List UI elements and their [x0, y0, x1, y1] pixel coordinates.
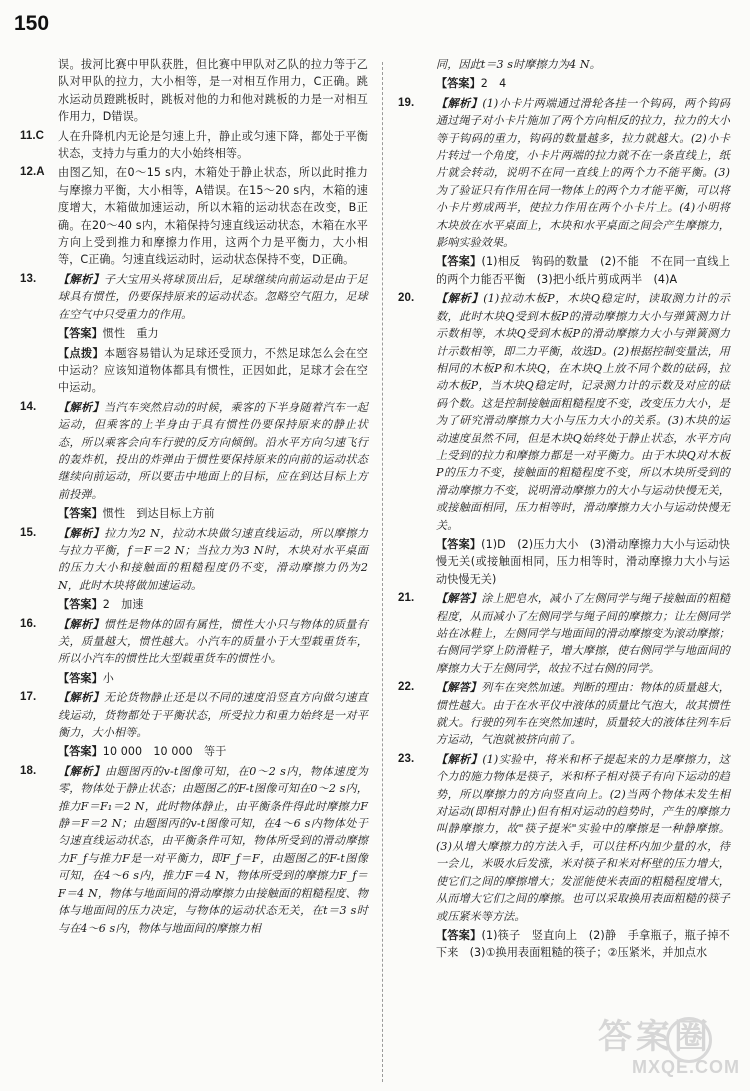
answer-item: [20, 743, 368, 760]
answer-item: [20, 505, 368, 522]
item-text: 2 4: [480, 77, 507, 91]
answer-item: [20, 616, 368, 668]
item-body: [58, 128, 368, 163]
watermark-url: MXQE.COM: [631, 1057, 740, 1077]
item-body: [436, 590, 730, 677]
item-text: (1)实验中，将米和杯子提起来的力是摩擦力，这个力的施力物体是筷子，米和杯子相对筷子有向下运动的趋势，所以摩擦力的方向竖直向上。(2)当两个物体未发生相对运动(即相对静止)但有相对运动的趋势时，产生的摩擦力叫静摩擦力，故"筷子提米"实验中的摩擦是一种静摩擦。(3)从增大摩擦力的方法入手，可以往杯内加少量的水，待一会儿，米吸水后发涨，米对筷子和米对杯壁的压力增大，使它们之间的摩擦增大；发涩能使米表面的粗糙程度增大，从而增大它们之间的摩擦。也可以采取换用表面粗糙的筷子或压紧米等方法。: [436, 752, 730, 923]
item-label: 【解析】: [436, 96, 483, 110]
item-text: 由图乙知，在0～15 s内，木箱处于静止状态，所以此时推力与摩擦力平衡，大小相等，A错误。在15～20 s内，木箱的速度增大，木箱做加速运动，所以木箱的运动状态在改变，B正确。在20～40 s内，木箱保持匀速直线运动状态，木箱在水平方向上受到推力和摩擦力作用，这两个力是平衡力，大小相等，C正确。匀速直线运动时，运动状态保持不变，D正确。: [58, 166, 368, 267]
item-text: 子大宝用头将球顶出后，足球继续向前运动是由于足球具有惯性，仍要保持原来的运动状态。忽略空气阻力，足球在空气中只受重力的作用。: [58, 272, 368, 321]
item-label: 【解析】: [436, 292, 484, 306]
item-label: 【答案】: [58, 598, 103, 612]
right-column: [398, 56, 730, 964]
item-label: 【答案】: [436, 77, 481, 91]
item-body: [58, 596, 368, 613]
item-body: [58, 56, 368, 126]
answer-item: [398, 679, 730, 749]
item-body: [58, 743, 368, 760]
item-text: 当汽车突然启动的时候，乘客的下半身随着汽车一起运动，但乘客的上半身由于具有惯性仍要保持原来的静止状态，所以乘客会向车行驶的反方向倾倒。沿水平方向匀速飞行的轰炸机，投出的炸弹由于惯性要保持原来的向前的运动状态继续向前运动，所以要击中地面上的目标，应在到达目标上方前投弹。: [58, 400, 368, 501]
item-label: 【解析】: [58, 617, 104, 631]
item-body: [436, 56, 730, 73]
item-label: 【答案】: [436, 928, 482, 942]
item-text: 2 加速: [102, 598, 144, 612]
item-body: [58, 505, 368, 522]
item-body: [58, 325, 368, 342]
item-body: [436, 679, 730, 749]
item-label: 【答案】: [58, 327, 103, 341]
item-label: 【答案】: [436, 537, 482, 551]
item-body: [58, 399, 368, 503]
item-body: [58, 763, 368, 937]
item-text: 10 000 10 000 等于: [102, 745, 227, 759]
answer-item: [398, 56, 730, 73]
item-number: 19.: [398, 96, 415, 109]
item-number: 12.A: [20, 166, 45, 179]
item-text: 小: [102, 671, 114, 685]
answer-item: [398, 751, 730, 925]
item-number: 21.: [398, 592, 415, 605]
page-number: 150: [14, 12, 50, 35]
answer-item: [20, 399, 368, 503]
answer-item: [398, 290, 730, 534]
answer-item: [398, 75, 730, 92]
answer-item: [398, 927, 730, 962]
column-divider: [382, 62, 383, 1082]
item-text: (1)拉动木板P，木块Q稳定时，读取测力计的示数，此时木块Q受到木板P的滑动摩擦力大小与弹簧测力计示数相等，木块Q受到木板P的滑动摩擦力大小与弹簧测力计示数相等，即二力平衡，故选D。(2)根据控制变量法，用相同的木板P和木块Q，在木块Q上放不同个数的砝码，拉动木板P，当木块Q稳定时，记录测力计的示数及对应的砝码个数。这是控制接触面粗糙程度不变，改变压力大小，是为了研究滑动摩擦力大小与压力大小的关系。(3)木块的运动速度虽然不同，但是木块Q始终处于静止状态，水平方向上受到的拉力和摩擦力都是一对平衡力。由于木块Q对木板P的压力不变，接触面的粗糙程度不变，所以木块所受到的滑动摩擦力不变，说明滑动摩擦力的大小与运动快慢无关，或接触面相同，压力相等时，滑动摩擦力大小与运动快慢无关。: [436, 292, 731, 532]
item-label: 【答案】: [58, 671, 103, 685]
item-label: 【答案】: [58, 745, 103, 759]
item-number: 18.: [20, 764, 37, 777]
item-label: 【解析】: [58, 272, 104, 286]
item-label: 【解答】: [436, 681, 482, 695]
answer-item: [20, 689, 368, 741]
item-number: 16.: [20, 617, 37, 630]
item-label: 【解析】: [58, 764, 105, 778]
item-label: 【解析】: [436, 752, 483, 766]
item-text: 惯性是物体的固有属性，惯性大小只与物体的质量有关，质量越大，惯性越大。小汽车的质量小于大型载重货车，所以小汽车的惯性比大型载重货车的惯性小。: [58, 617, 368, 666]
item-body: [58, 525, 368, 595]
item-label: 【答案】: [58, 507, 103, 521]
item-body: [436, 95, 730, 252]
item-text: 误。拔河比赛中甲队获胜，但比赛中甲队对乙队的拉力等于乙队对甲队的拉力，大小相等，是一对相互作用力，C正确。跳水运动员蹬跳板时，跳板对他的力和他对跳板的力是一对相互作用力，D错误。: [58, 58, 368, 124]
item-body: [436, 927, 730, 962]
answer-item: [20, 670, 368, 687]
item-text: 惯性 重力: [102, 327, 159, 341]
answer-item: [20, 596, 368, 613]
answer-item: [20, 325, 368, 342]
item-text: 人在升降机内无论是匀速上升，静止或匀速下降，都处于平衡状态，支持力与重力的大小始终相等。: [58, 129, 368, 161]
answer-item: [398, 590, 730, 677]
answer-item: [398, 95, 730, 252]
answer-item: [398, 536, 730, 588]
item-label: 【解答】: [436, 592, 482, 606]
item-text: 涂上肥皂水，减小了左侧同学与绳子接触面的粗糙程度，从而减小了左侧同学与绳子间的摩擦力；让左侧同学站在冰鞋上，左侧同学与地面间的滑动摩擦变为滚动摩擦；右侧同学穿上防滑鞋子，增大摩擦，使右侧同学与地面间的摩擦力大于左侧同学，故拉不过右侧的同学。: [436, 592, 730, 675]
item-body: [436, 290, 730, 534]
item-body: [58, 164, 368, 268]
item-body: [58, 689, 368, 741]
item-text: (1)D (2)压力大小 (3)滑动摩擦力大小与运动快慢无关(或接触面相同，压力相等时，滑动摩擦力大小与运动快慢无关): [436, 537, 730, 586]
item-number: 14.: [20, 400, 37, 413]
item-text: (1)小卡片两端通过滑轮各挂一个钩码，两个钩码通过绳子对小卡片施加了两个方向相反的拉力，拉力的大小等于钩码的重力，钩码的数量越多，拉力就越大。(2)小卡片转过一个角度，小卡片两端的拉力就不在一条直线上，纸片就会转动，说明不在同一直线上的两个力不能平衡。(3)为了验证只有作用在同一物体上的两个力才能平衡，可以将小卡片剪成两半，使拉力作用在两个小卡片上。(4)小明将木块放在水平桌面上，木块和水平桌面之间会产生摩擦力，影响实验效果。: [436, 96, 730, 250]
item-text: 由题图丙的v-t图像可知，在0～2 s内，物体速度为零，物体处于静止状态；由题图乙的F-t图像可知在0～2 s内，推力F＝F₁＝2 N，此时物体静止，由平衡条件得此时摩擦力F静＝F＝2 N；由题图丙的v-t图像可知，在4～6 s内物体处于匀速直线运动状态，由平衡条件可知，物体所受到的滑动摩擦力F_f与推力F是一对平衡力，即F_f＝F，由题图乙的F-t图像可知，在4～6 s内，推力F＝4 N，物体所受到的摩擦力F_f＝F＝4 N，物体与地面间的滑动摩擦力由接触面的粗糙程度、物体与地面间的压力决定，与物体的运动状态无关，在t＝3 s时与在4～6 s内，物体与地面间的摩擦力相: [58, 764, 368, 935]
item-number: 23.: [398, 752, 415, 765]
item-body: [58, 345, 368, 397]
item-text: 无论货物静止还是以不同的速度沿竖直方向做匀速直线运动，货物都处于平衡状态，所受拉力和重力始终是一对平衡力，大小相等。: [58, 691, 368, 740]
item-body: [436, 751, 730, 925]
left-column: [20, 56, 368, 939]
item-text: 列车在突然加速。判断的理由：物体的质量越大，惯性越大。由于在水平仪中液体的质量比气泡大，故其惯性就大。行驶的列车在突然加速时，质量较大的液体往列车后方运动，气泡就被挤向前了。: [436, 681, 730, 747]
answer-item: [20, 128, 368, 163]
item-body: [58, 670, 368, 687]
item-body: [436, 253, 730, 288]
item-body: [58, 271, 368, 323]
item-number: 11.C: [20, 129, 45, 142]
item-label: 【答案】: [436, 255, 482, 269]
item-label: 【解析】: [58, 691, 104, 705]
answer-item: [20, 56, 368, 126]
item-number: 15.: [20, 526, 37, 539]
item-text: 惯性 到达目标上方前: [102, 507, 215, 521]
answer-item: [20, 763, 368, 937]
item-text: (1)相反 钩码的数量 (2)不能 不在同一直线上的两个力能否平衡 (3)把小纸片剪成两半 (4)A: [436, 255, 730, 286]
item-text: (1)筷子 竖直向上 (2)静 手拿瓶子，瓶子掉不下来 (3)①换用表面粗糙的筷子；②压紧米，并加点水: [436, 928, 730, 960]
watermark: [570, 1017, 740, 1087]
item-number: 17.: [20, 691, 37, 704]
item-number: 20.: [398, 292, 415, 305]
item-label: 【点拨】: [58, 346, 104, 360]
item-text: 本题容易错认为足球还受顶力，不然足球怎么会在空中运动？应该知道物体都具有惯性，正因如此，足球才会在空中运动。: [58, 346, 368, 395]
watermark-title: 答案圈: [598, 1018, 712, 1056]
answer-item: [398, 253, 730, 288]
item-body: [58, 616, 368, 668]
answer-item: [20, 164, 368, 268]
answer-item: [20, 345, 368, 397]
item-text: 同，因此t＝3 s时摩擦力为4 N。: [436, 58, 601, 71]
item-label: 【解析】: [58, 400, 104, 414]
item-number: 22.: [398, 681, 415, 694]
item-label: 【解析】: [58, 526, 105, 540]
item-text: 拉力为2 N，拉动木块做匀速直线运动，所以摩擦力与拉力平衡，f＝F＝2 N；当拉力为3 N时，木块对水平桌面的压力大小和接触面的粗糙程度仍不变，滑动摩擦力仍为2 N，此时木块将做加速运动。: [58, 526, 368, 592]
item-body: [436, 75, 730, 92]
answer-item: [20, 271, 368, 323]
answer-item: [20, 525, 368, 595]
item-number: 13.: [20, 272, 37, 285]
item-body: [436, 536, 730, 588]
watermark-circle-icon: [666, 1017, 712, 1063]
